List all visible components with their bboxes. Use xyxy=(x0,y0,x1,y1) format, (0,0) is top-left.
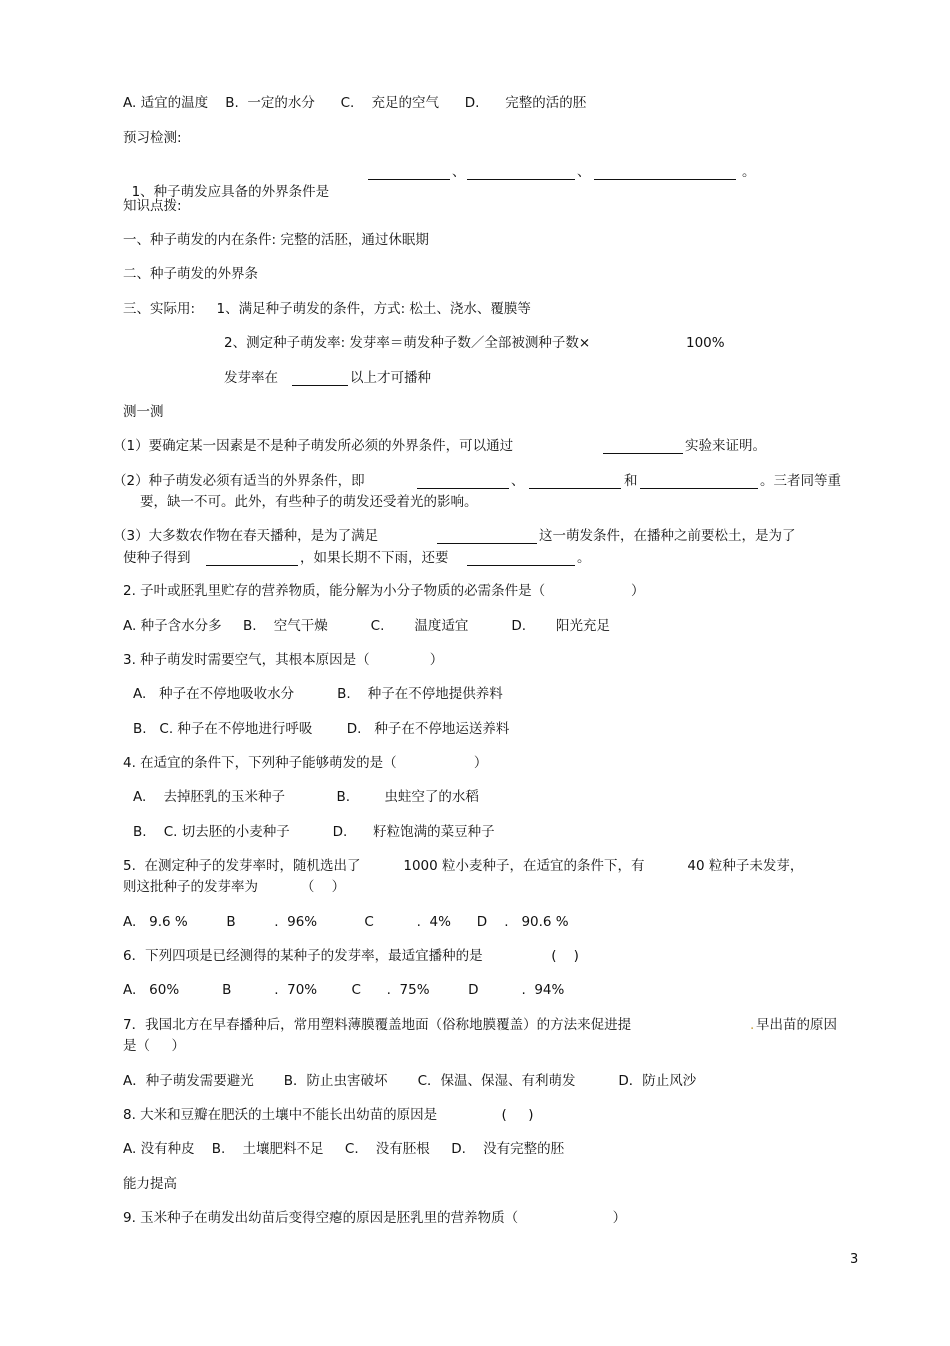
question-2-options: A. 种子含水分多 B. 空气干燥 C. 温度适宜 D. 阳光充足 xyxy=(123,618,611,634)
separator: 、 xyxy=(511,473,525,489)
question-7: 7．我国北方在早春播种后，常用塑料薄膜覆盖地面（俗称地膜覆盖）的方法来促进提 xyxy=(123,1017,632,1033)
test-q3: （3）大多数农作物在春天播种，是为了满足 xyxy=(113,528,379,544)
answer-blank[interactable] xyxy=(467,164,575,180)
answer-blank[interactable] xyxy=(292,370,348,386)
knowledge-point-2: 二、种子萌发的外界条 xyxy=(123,266,258,282)
period: 。 xyxy=(742,164,756,180)
separator: 、 xyxy=(452,164,466,180)
answer-blank[interactable] xyxy=(368,164,450,180)
question-2: 2. 子叶或胚乳里贮存的营养物质，能分解为小分子物质的必需条件是（ ） xyxy=(123,583,645,599)
answer-blank[interactable] xyxy=(437,528,537,544)
test-q3-mid: 这一萌发条件，在播种之前要松土，是为了 xyxy=(539,528,796,544)
question-6: 6．下列四项是已经测得的某种子的发芽率，最适宜播种的是 ( ) xyxy=(123,948,579,964)
answer-blank[interactable] xyxy=(417,473,509,489)
separator: 、 xyxy=(577,164,591,180)
question-3-options-2: B. C. 种子在不停地进行呼吸 D. 种子在不停地运送养料 xyxy=(133,721,510,737)
germination-rate-threshold-end: 以上才可播种 xyxy=(350,370,431,386)
question-3: 3. 种子萌发时需要空气，其根本原因是（ ） xyxy=(123,652,444,668)
heading-preview-check: 预习检测: xyxy=(123,130,182,146)
period: 。 xyxy=(577,550,591,566)
question-5-options: A. 9.6 % B . 96% C . 4% D . 90.6 % xyxy=(123,914,569,930)
answer-blank[interactable] xyxy=(467,550,575,566)
question-5-line2: 则这批种子的发芽率为 （ ） xyxy=(123,879,346,895)
test-q2-line2: 要，缺一不可。此外，有些种子的萌发还受着光的影响。 xyxy=(140,494,478,510)
question-7-options: A．种子萌发需要避光 B．防止虫害破坏 C．保温、保湿、有利萌发 D．防止风沙 xyxy=(123,1073,697,1089)
germination-rate-formula: 2、测定种子萌发率: 发芽率＝萌发种子数／全部被测种子数× xyxy=(224,335,591,351)
q1-options: A. 适宜的温度 B. 一定的水分 C. 充足的空气 D. 完整的活的胚 xyxy=(123,95,587,111)
answer-blank[interactable] xyxy=(603,438,683,454)
question-9: 9. 玉米种子在萌发出幼苗后变得空瘪的原因是胚乳里的营养物质（ ） xyxy=(123,1210,627,1226)
test-q3-line2-mid: ，如果长期不下雨，还要 xyxy=(300,550,449,566)
knowledge-point-3: 三、实际用: 1、满足种子萌发的条件，方式: 松土、浇水、覆膜等 xyxy=(123,301,531,317)
question-6-options: A. 60% B . 70% C . 75% D . 94% xyxy=(123,982,565,998)
page-number: 3 xyxy=(850,1252,859,1267)
answer-blank[interactable] xyxy=(594,164,736,180)
question-5: 5. 在测定种子的发芽率时，随机选出了 1000 粒小麦种子，在适宜的条件下，有 40 粒种子未发芽， xyxy=(123,858,804,874)
answer-blank[interactable] xyxy=(206,550,298,566)
question-8-options: A. 没有种皮 B. 土壤肥料不足 C. 没有胚根 D. 没有完整的胚 xyxy=(123,1141,565,1157)
heading-test: 测一测 xyxy=(123,404,164,420)
test-q1: （1）要确定某一因素是不是种子萌发所必须的外界条件，可以通过 xyxy=(113,438,514,454)
word-and: 和 xyxy=(624,473,638,489)
question-4-options-1: A. 去掉胚乳的玉米种子 B. 虫蛀空了的水稻 xyxy=(133,789,479,805)
preview-q1-text: 1、种子萌发应具备的外界条件是 xyxy=(131,184,330,200)
heading-knowledge-points: 知识点拨: xyxy=(123,198,182,214)
stray-mark: . xyxy=(750,1017,755,1033)
question-7-line2: 是（ ） xyxy=(123,1038,185,1054)
question-7-end: 早出苗的原因 xyxy=(756,1017,837,1033)
question-8: 8. 大米和豆瓣在肥沃的土壤中不能长出幼苗的原因是 ( ) xyxy=(123,1107,534,1123)
test-q1-end: 实验来证明。 xyxy=(685,438,766,454)
test-q2: （2）种子萌发必须有适当的外界条件，即 xyxy=(113,473,365,489)
heading-ability: 能力提高 xyxy=(123,1176,177,1192)
knowledge-point-1: 一、种子萌发的内在条件: 完整的活胚，通过休眠期 xyxy=(123,232,429,248)
question-3-options-1: A. 种子在不停地吸收水分 B. 种子在不停地提供养料 xyxy=(133,686,503,702)
test-q3-line2: 使种子得到 xyxy=(123,550,191,566)
question-4-options-2: B. C. 切去胚的小麦种子 D. 籽粒饱满的菜豆种子 xyxy=(133,824,495,840)
formula-percent: 100% xyxy=(686,335,725,351)
germination-rate-threshold: 发芽率在 xyxy=(224,370,278,386)
answer-blank[interactable] xyxy=(640,473,758,489)
answer-blank[interactable] xyxy=(529,473,621,489)
question-4: 4. 在适宜的条件下，下列种子能够萌发的是（ ） xyxy=(123,755,488,771)
test-q2-end: 。三者同等重 xyxy=(760,473,841,489)
